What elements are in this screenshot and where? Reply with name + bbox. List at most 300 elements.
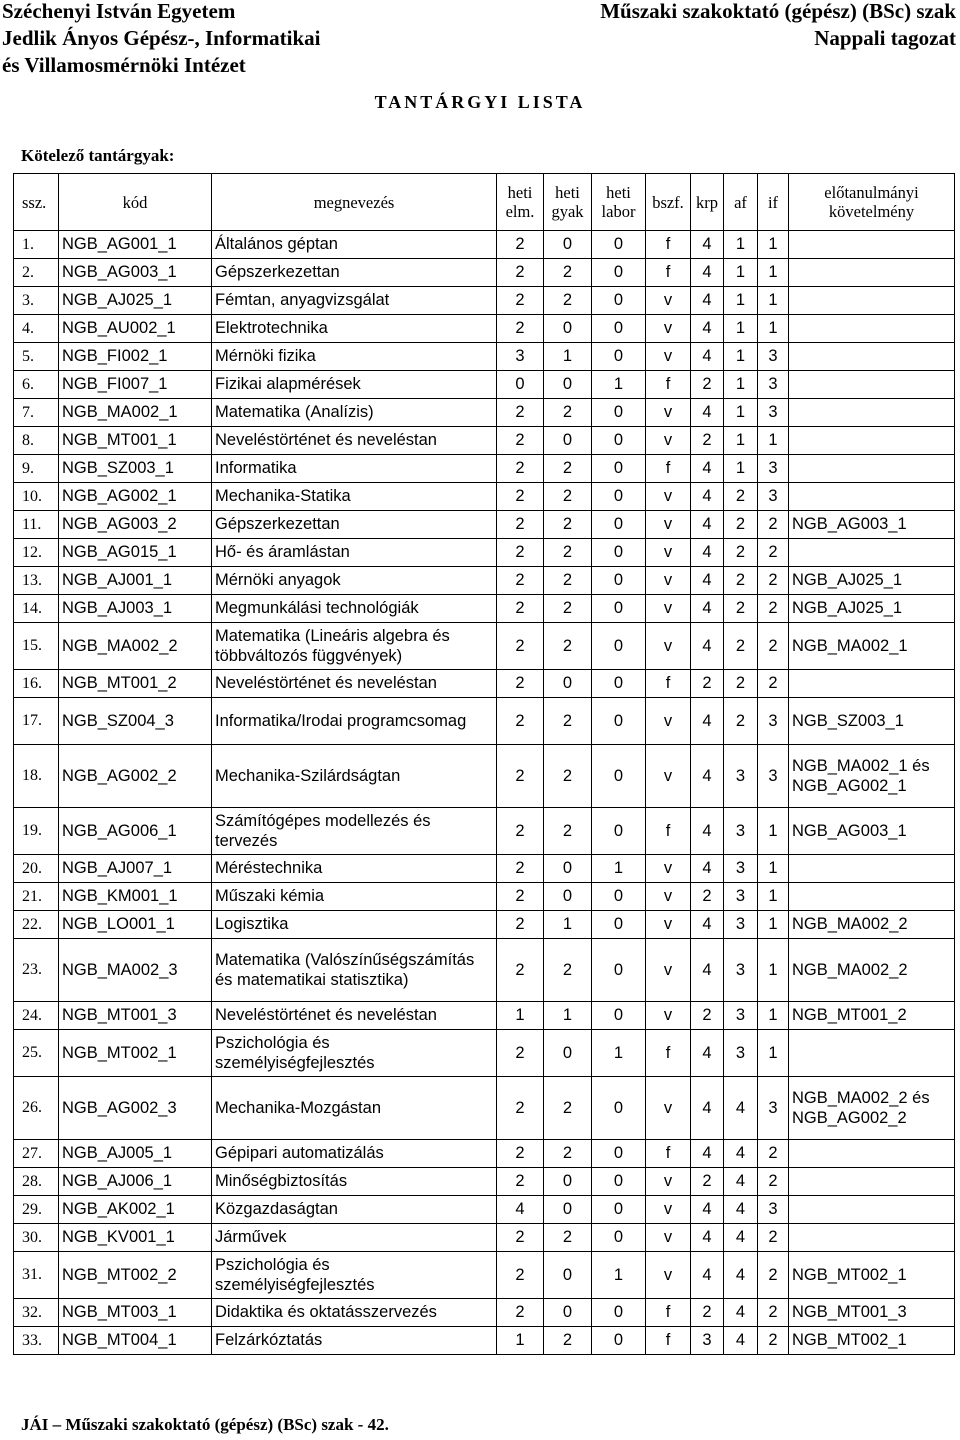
cell-af: 3 (724, 939, 758, 1002)
cell-heti-labor: 0 (592, 808, 646, 855)
cell-kod: NGB_MA002_3 (59, 939, 212, 1002)
cell-heti-labor: 0 (592, 315, 646, 343)
table-row (14, 455, 955, 483)
cell-elotanulmanyi: NGB_MT002_1 (789, 1252, 955, 1299)
col-header-heti-gyak-line1: heti (555, 183, 580, 202)
cell-kod: NGB_AG002_2 (59, 745, 212, 808)
table-row (14, 1030, 955, 1077)
col-header-heti-gyak (544, 174, 592, 231)
cell-megnevezes: Műszaki kémia (212, 883, 497, 911)
cell-if: 2 (758, 623, 789, 670)
table-row (14, 1077, 955, 1140)
col-header-heti-elm-line1: heti (507, 183, 533, 202)
cell-ssz: 25. (14, 1030, 59, 1077)
cell-if: 3 (758, 371, 789, 399)
cell-af: 3 (724, 883, 758, 911)
cell-heti-labor: 0 (592, 1077, 646, 1140)
cell-elotanulmanyi: NGB_AJ025_1 (789, 595, 955, 623)
cell-if: 1 (758, 259, 789, 287)
cell-bszf: v (646, 1196, 691, 1224)
cell-if: 2 (758, 539, 789, 567)
cell-ssz: 33. (14, 1327, 59, 1355)
cell-elotanulmanyi (789, 343, 955, 371)
col-header-if: if (758, 174, 789, 231)
cell-if: 2 (758, 595, 789, 623)
cell-ssz: 30. (14, 1224, 59, 1252)
cell-ssz: 22. (14, 911, 59, 939)
cell-ssz: 5. (14, 343, 59, 371)
cell-krp: 4 (691, 315, 724, 343)
cell-bszf: v (646, 883, 691, 911)
cell-heti-labor: 0 (592, 511, 646, 539)
cell-megnevezes: Mechanika-Statika (212, 483, 497, 511)
cell-heti-elm: 2 (497, 259, 544, 287)
institute-name-line2: és Villamosmérnöki Intézet (2, 53, 246, 77)
cell-krp: 4 (691, 698, 724, 745)
cell-megnevezes: Matematika (Lineáris algebra és többváltozós függvények) (212, 623, 497, 670)
cell-heti-labor: 0 (592, 623, 646, 670)
cell-bszf: v (646, 1168, 691, 1196)
cell-af: 2 (724, 539, 758, 567)
cell-heti-labor: 0 (592, 427, 646, 455)
cell-if: 2 (758, 1327, 789, 1355)
cell-if: 1 (758, 231, 789, 259)
cell-af: 4 (724, 1327, 758, 1355)
cell-kod: NGB_MT002_2 (59, 1252, 212, 1299)
cell-ssz: 26. (14, 1077, 59, 1140)
cell-elotanulmanyi: NGB_MA002_2 és NGB_AG002_2 (789, 1077, 955, 1140)
course-table-body (14, 231, 955, 1355)
cell-heti-labor: 0 (592, 259, 646, 287)
cell-af: 2 (724, 670, 758, 698)
cell-kod: NGB_AU002_1 (59, 315, 212, 343)
cell-megnevezes: Megmunkálási technológiák (212, 595, 497, 623)
table-row (14, 539, 955, 567)
table-row (14, 670, 955, 698)
table-row (14, 371, 955, 399)
cell-elotanulmanyi (789, 883, 955, 911)
cell-krp: 4 (691, 745, 724, 808)
cell-kod: NGB_AG001_1 (59, 231, 212, 259)
cell-elotanulmanyi: NGB_MT001_3 (789, 1299, 955, 1327)
university-name: Széchenyi István Egyetem (2, 0, 236, 23)
cell-krp: 2 (691, 1299, 724, 1327)
col-header-af: af (724, 174, 758, 231)
cell-if: 2 (758, 1140, 789, 1168)
cell-bszf: v (646, 343, 691, 371)
cell-megnevezes: Számítógépes modellezés és tervezés (212, 808, 497, 855)
cell-megnevezes: Méréstechnika (212, 855, 497, 883)
cell-bszf: f (646, 1030, 691, 1077)
cell-megnevezes: Matematika (Analízis) (212, 399, 497, 427)
cell-ssz: 23. (14, 939, 59, 1002)
cell-heti-gyak: 0 (544, 315, 592, 343)
cell-heti-labor: 0 (592, 287, 646, 315)
cell-af: 3 (724, 911, 758, 939)
cell-heti-labor: 0 (592, 939, 646, 1002)
table-row (14, 315, 955, 343)
cell-megnevezes: Mérnöki fizika (212, 343, 497, 371)
cell-kod: NGB_KV001_1 (59, 1224, 212, 1252)
cell-heti-gyak: 0 (544, 1030, 592, 1077)
cell-elotanulmanyi: NGB_MA002_1 (789, 623, 955, 670)
cell-heti-elm: 2 (497, 1299, 544, 1327)
program-name: Műszaki szakoktató (gépész) (BSc) szak (600, 0, 956, 23)
cell-megnevezes: Közgazdaságtan (212, 1196, 497, 1224)
cell-kod: NGB_AJ003_1 (59, 595, 212, 623)
table-row (14, 1168, 955, 1196)
cell-heti-elm: 2 (497, 567, 544, 595)
cell-if: 3 (758, 483, 789, 511)
cell-heti-elm: 2 (497, 1168, 544, 1196)
cell-elotanulmanyi (789, 427, 955, 455)
cell-heti-elm: 2 (497, 855, 544, 883)
cell-if: 1 (758, 1002, 789, 1030)
cell-krp: 2 (691, 1002, 724, 1030)
table-row (14, 1224, 955, 1252)
col-header-heti-elm (497, 174, 544, 231)
col-header-heti-labor (592, 174, 646, 231)
table-row (14, 511, 955, 539)
cell-heti-labor: 0 (592, 698, 646, 745)
cell-heti-labor: 0 (592, 883, 646, 911)
cell-heti-elm: 2 (497, 745, 544, 808)
cell-bszf: v (646, 567, 691, 595)
cell-if: 2 (758, 1299, 789, 1327)
cell-megnevezes: Minőségbiztosítás (212, 1168, 497, 1196)
cell-kod: NGB_MA002_2 (59, 623, 212, 670)
cell-ssz: 16. (14, 670, 59, 698)
cell-if: 2 (758, 1168, 789, 1196)
cell-heti-elm: 2 (497, 1140, 544, 1168)
table-row (14, 483, 955, 511)
cell-kod: NGB_FI002_1 (59, 343, 212, 371)
cell-heti-elm: 2 (497, 623, 544, 670)
cell-bszf: v (646, 287, 691, 315)
cell-heti-gyak: 2 (544, 623, 592, 670)
cell-megnevezes: Neveléstörténet és neveléstan (212, 1002, 497, 1030)
cell-heti-elm: 2 (497, 808, 544, 855)
cell-elotanulmanyi (789, 1140, 955, 1168)
cell-heti-labor: 0 (592, 595, 646, 623)
cell-af: 3 (724, 1002, 758, 1030)
cell-ssz: 31. (14, 1252, 59, 1299)
cell-heti-gyak: 0 (544, 1299, 592, 1327)
col-header-heti-elm-line2: elm. (505, 202, 535, 221)
cell-ssz: 3. (14, 287, 59, 315)
table-row (14, 1252, 955, 1299)
cell-af: 1 (724, 371, 758, 399)
cell-if: 3 (758, 698, 789, 745)
table-row (14, 287, 955, 315)
cell-if: 1 (758, 287, 789, 315)
cell-krp: 4 (691, 623, 724, 670)
cell-bszf: v (646, 483, 691, 511)
cell-elotanulmanyi (789, 855, 955, 883)
cell-heti-gyak: 0 (544, 371, 592, 399)
cell-ssz: 9. (14, 455, 59, 483)
cell-elotanulmanyi (789, 670, 955, 698)
cell-megnevezes: Pszichológia és személyiségfejlesztés (212, 1030, 497, 1077)
cell-heti-labor: 0 (592, 343, 646, 371)
table-row (14, 399, 955, 427)
cell-af: 4 (724, 1140, 758, 1168)
cell-heti-elm: 2 (497, 911, 544, 939)
cell-af: 2 (724, 567, 758, 595)
cell-ssz: 8. (14, 427, 59, 455)
cell-af: 1 (724, 427, 758, 455)
table-header-row (14, 174, 955, 231)
cell-ssz: 1. (14, 231, 59, 259)
cell-ssz: 28. (14, 1168, 59, 1196)
cell-bszf: f (646, 1140, 691, 1168)
cell-krp: 2 (691, 670, 724, 698)
col-header-bszf: bszf. (646, 174, 691, 231)
cell-bszf: v (646, 698, 691, 745)
cell-megnevezes: Didaktika és oktatásszervezés (212, 1299, 497, 1327)
cell-heti-labor: 1 (592, 1030, 646, 1077)
cell-megnevezes: Logisztika (212, 911, 497, 939)
page-footer: JÁI – Műszaki szakoktató (gépész) (BSc) szak - 42. (21, 1415, 389, 1434)
cell-if: 2 (758, 1252, 789, 1299)
cell-heti-labor: 0 (592, 1224, 646, 1252)
cell-ssz: 17. (14, 698, 59, 745)
cell-heti-elm: 2 (497, 483, 544, 511)
cell-kod: NGB_AG003_1 (59, 259, 212, 287)
cell-heti-labor: 0 (592, 231, 646, 259)
table-row (14, 1299, 955, 1327)
cell-elotanulmanyi: NGB_MT002_1 (789, 1327, 955, 1355)
cell-bszf: f (646, 1299, 691, 1327)
cell-heti-gyak: 2 (544, 1077, 592, 1140)
col-header-elotanulmanyi-line1: előtanulmányi (824, 183, 919, 202)
cell-megnevezes: Mérnöki anyagok (212, 567, 497, 595)
cell-ssz: 2. (14, 259, 59, 287)
cell-krp: 4 (691, 483, 724, 511)
cell-krp: 4 (691, 595, 724, 623)
cell-bszf: v (646, 855, 691, 883)
cell-ssz: 24. (14, 1002, 59, 1030)
cell-if: 1 (758, 427, 789, 455)
cell-bszf: v (646, 623, 691, 670)
cell-krp: 4 (691, 911, 724, 939)
cell-bszf: f (646, 231, 691, 259)
cell-heti-gyak: 0 (544, 670, 592, 698)
cell-if: 3 (758, 343, 789, 371)
cell-kod: NGB_SZ003_1 (59, 455, 212, 483)
cell-ssz: 14. (14, 595, 59, 623)
cell-heti-gyak: 0 (544, 855, 592, 883)
cell-heti-gyak: 2 (544, 1140, 592, 1168)
cell-heti-labor: 0 (592, 1196, 646, 1224)
cell-af: 2 (724, 595, 758, 623)
cell-heti-labor: 0 (592, 567, 646, 595)
cell-heti-elm: 2 (497, 1030, 544, 1077)
cell-krp: 4 (691, 343, 724, 371)
cell-if: 3 (758, 1196, 789, 1224)
table-row (14, 855, 955, 883)
cell-kod: NGB_MT001_1 (59, 427, 212, 455)
cell-kod: NGB_AG006_1 (59, 808, 212, 855)
cell-af: 4 (724, 1252, 758, 1299)
table-row (14, 808, 955, 855)
cell-krp: 3 (691, 1327, 724, 1355)
cell-krp: 4 (691, 287, 724, 315)
cell-ssz: 4. (14, 315, 59, 343)
cell-if: 1 (758, 939, 789, 1002)
table-row (14, 567, 955, 595)
cell-heti-gyak: 2 (544, 399, 592, 427)
cell-af: 3 (724, 855, 758, 883)
cell-heti-gyak: 2 (544, 455, 592, 483)
cell-kod: NGB_MT002_1 (59, 1030, 212, 1077)
cell-heti-elm: 2 (497, 511, 544, 539)
institution-header (2, 0, 321, 79)
cell-heti-elm: 4 (497, 1196, 544, 1224)
cell-heti-elm: 0 (497, 371, 544, 399)
cell-af: 3 (724, 808, 758, 855)
cell-krp: 2 (691, 1168, 724, 1196)
cell-heti-gyak: 2 (544, 539, 592, 567)
cell-megnevezes: Fémtan, anyagvizsgálat (212, 287, 497, 315)
cell-heti-labor: 0 (592, 670, 646, 698)
cell-heti-gyak: 0 (544, 883, 592, 911)
cell-krp: 4 (691, 539, 724, 567)
cell-megnevezes: Gépszerkezettan (212, 259, 497, 287)
cell-megnevezes: Mechanika-Mozgástan (212, 1077, 497, 1140)
cell-if: 1 (758, 1030, 789, 1077)
cell-elotanulmanyi: NGB_AG003_1 (789, 808, 955, 855)
cell-heti-gyak: 0 (544, 1168, 592, 1196)
cell-heti-labor: 0 (592, 1327, 646, 1355)
table-row (14, 343, 955, 371)
cell-af: 1 (724, 287, 758, 315)
cell-kod: NGB_AJ001_1 (59, 567, 212, 595)
cell-af: 4 (724, 1299, 758, 1327)
cell-bszf: v (646, 939, 691, 1002)
cell-heti-elm: 1 (497, 1002, 544, 1030)
cell-heti-labor: 1 (592, 855, 646, 883)
cell-ssz: 18. (14, 745, 59, 808)
cell-heti-elm: 2 (497, 287, 544, 315)
cell-heti-labor: 1 (592, 371, 646, 399)
cell-ssz: 11. (14, 511, 59, 539)
cell-af: 2 (724, 483, 758, 511)
cell-heti-labor: 0 (592, 911, 646, 939)
cell-heti-labor: 0 (592, 483, 646, 511)
cell-bszf: v (646, 399, 691, 427)
cell-ssz: 15. (14, 623, 59, 670)
cell-ssz: 21. (14, 883, 59, 911)
cell-megnevezes: Mechanika-Szilárdságtan (212, 745, 497, 808)
cell-af: 1 (724, 259, 758, 287)
cell-heti-elm: 2 (497, 1224, 544, 1252)
cell-af: 4 (724, 1168, 758, 1196)
cell-megnevezes: Fizikai alapmérések (212, 371, 497, 399)
cell-heti-gyak: 0 (544, 1252, 592, 1299)
cell-kod: NGB_AJ006_1 (59, 1168, 212, 1196)
cell-bszf: v (646, 1224, 691, 1252)
cell-heti-elm: 2 (497, 427, 544, 455)
table-row (14, 427, 955, 455)
cell-heti-elm: 2 (497, 1252, 544, 1299)
cell-ssz: 13. (14, 567, 59, 595)
cell-megnevezes: Neveléstörténet és neveléstan (212, 670, 497, 698)
cell-elotanulmanyi (789, 287, 955, 315)
cell-af: 2 (724, 623, 758, 670)
cell-heti-labor: 1 (592, 1252, 646, 1299)
cell-if: 3 (758, 745, 789, 808)
cell-if: 1 (758, 911, 789, 939)
program-header (600, 0, 956, 52)
table-row (14, 259, 955, 287)
cell-if: 2 (758, 670, 789, 698)
cell-megnevezes: Hő- és áramlástan (212, 539, 497, 567)
cell-af: 4 (724, 1196, 758, 1224)
cell-elotanulmanyi (789, 1196, 955, 1224)
cell-heti-gyak: 2 (544, 808, 592, 855)
cell-megnevezes: Felzárkóztatás (212, 1327, 497, 1355)
cell-heti-gyak: 0 (544, 1196, 592, 1224)
cell-af: 3 (724, 745, 758, 808)
cell-heti-labor: 0 (592, 1168, 646, 1196)
cell-elotanulmanyi (789, 455, 955, 483)
cell-if: 3 (758, 455, 789, 483)
cell-kod: NGB_KM001_1 (59, 883, 212, 911)
cell-krp: 4 (691, 808, 724, 855)
cell-heti-labor: 0 (592, 539, 646, 567)
cell-megnevezes: Elektrotechnika (212, 315, 497, 343)
cell-heti-elm: 2 (497, 883, 544, 911)
cell-bszf: f (646, 259, 691, 287)
cell-kod: NGB_AG003_2 (59, 511, 212, 539)
cell-af: 3 (724, 1030, 758, 1077)
table-row (14, 231, 955, 259)
cell-heti-labor: 0 (592, 1002, 646, 1030)
cell-ssz: 19. (14, 808, 59, 855)
cell-heti-elm: 2 (497, 1077, 544, 1140)
col-header-ssz: ssz. (14, 174, 59, 231)
cell-kod: NGB_AG002_3 (59, 1077, 212, 1140)
table-row (14, 939, 955, 1002)
cell-megnevezes: Pszichológia és személyiségfejlesztés (212, 1252, 497, 1299)
cell-kod: NGB_MT001_3 (59, 1002, 212, 1030)
cell-krp: 4 (691, 1196, 724, 1224)
section-title: Kötelező tantárgyak: (21, 146, 175, 165)
cell-heti-gyak: 2 (544, 745, 592, 808)
cell-krp: 4 (691, 1077, 724, 1140)
cell-heti-gyak: 2 (544, 939, 592, 1002)
cell-heti-gyak: 1 (544, 1002, 592, 1030)
cell-elotanulmanyi (789, 259, 955, 287)
cell-heti-elm: 2 (497, 939, 544, 1002)
cell-elotanulmanyi (789, 371, 955, 399)
cell-af: 1 (724, 343, 758, 371)
cell-elotanulmanyi: NGB_MT001_2 (789, 1002, 955, 1030)
cell-bszf: f (646, 455, 691, 483)
cell-megnevezes: Általános géptan (212, 231, 497, 259)
cell-megnevezes: Matematika (Valószínűségszámítás és matematikai statisztika) (212, 939, 497, 1002)
cell-kod: NGB_AJ007_1 (59, 855, 212, 883)
cell-heti-labor: 0 (592, 745, 646, 808)
cell-heti-elm: 2 (497, 698, 544, 745)
table-row (14, 698, 955, 745)
cell-heti-elm: 2 (497, 595, 544, 623)
col-header-heti-gyak-line2: gyak (551, 202, 584, 221)
cell-bszf: v (646, 315, 691, 343)
col-header-heti-labor-line2: labor (601, 202, 636, 221)
cell-ssz: 32. (14, 1299, 59, 1327)
